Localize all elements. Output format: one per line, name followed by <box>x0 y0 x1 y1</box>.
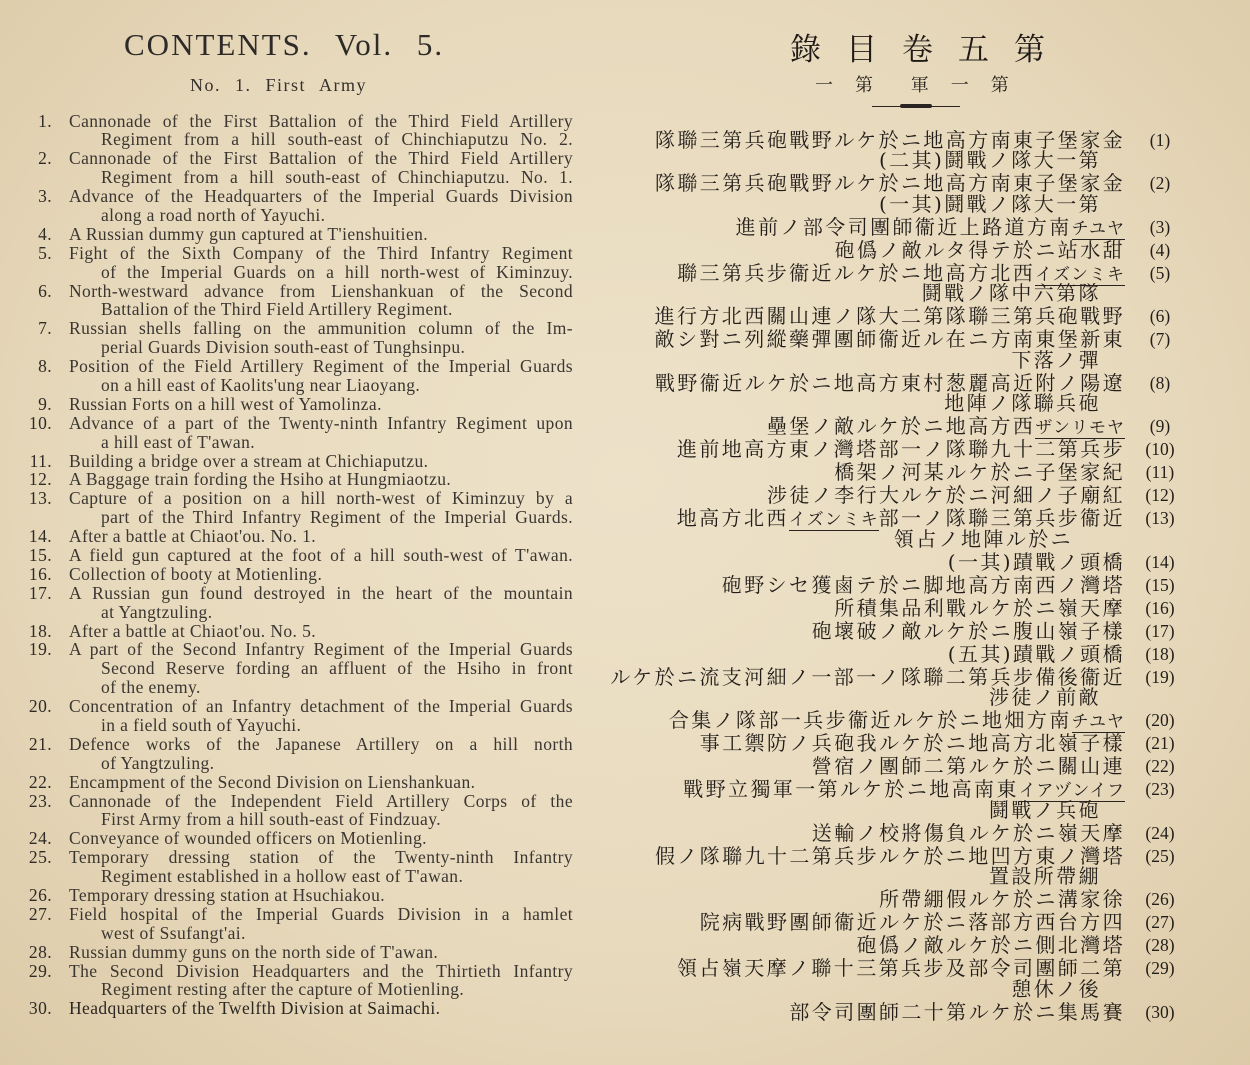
jp-entry-line <box>600 214 1125 239</box>
en-entry-text <box>69 527 573 546</box>
japanese-contents-list <box>600 127 1190 1025</box>
en-entry-line: A Russian gun found destroyed in the heart of the mountain <box>69 582 573 603</box>
en-entry-number: 1. <box>38 110 52 131</box>
en-entry-text <box>69 697 573 735</box>
en-entry <box>25 112 573 150</box>
en-entry-text <box>69 792 573 830</box>
en-entry-text <box>69 546 573 565</box>
jp-entry <box>600 572 1190 597</box>
japanese-subtitle: 一第 軍一第 <box>815 75 1031 96</box>
en-entry-line: Second Reserve fording an affluent of the Hsiho in front <box>101 658 573 679</box>
place-name: イズンミキ <box>1035 264 1125 285</box>
jp-entry-number: (22) <box>1145 756 1175 777</box>
jp-entry-number: (13) <box>1145 508 1175 529</box>
jp-entry <box>600 912 1190 933</box>
en-entry-line: Conveyance of wounded officers on Motienling. <box>69 828 427 849</box>
jp-entry-line: 隊聯三第兵砲戰野ルケ於ニ地高方南東子堡家金 <box>655 127 1125 152</box>
en-entry-line: Cannonade of the First Battalion of the Third Field Artillery <box>69 148 573 169</box>
en-entry <box>25 792 573 830</box>
jp-entry-text <box>600 173 1125 214</box>
en-entry-number: 10. <box>28 412 52 433</box>
jp-entry-number: (28) <box>1145 935 1175 956</box>
en-entry <box>25 999 573 1018</box>
jp-entry-text <box>600 935 1125 956</box>
en-entry-line: perial Guards Division south-east of Tunghsinpu. <box>101 337 466 358</box>
jp-entry-text <box>600 306 1125 327</box>
jp-entry <box>600 999 1190 1024</box>
english-contents-list <box>25 112 573 1019</box>
en-entry-line: Regiment from a hill south-east of Chinchiaputzu. No. 1. <box>101 167 573 188</box>
en-entry-text <box>69 640 573 697</box>
en-entry-number: 29. <box>28 960 52 981</box>
en-entry-text <box>69 735 573 773</box>
jp-entry-number: (14) <box>1145 551 1175 572</box>
en-entry <box>25 282 573 320</box>
en-entry-number: 14. <box>28 526 52 547</box>
en-entry-text <box>69 962 573 1000</box>
jp-entry-number: (12) <box>1145 485 1175 506</box>
jp-entry-number: (25) <box>1145 845 1175 866</box>
japanese-title: 錄目卷五第 <box>790 32 1070 68</box>
jp-entry-number: (11) <box>1145 462 1175 483</box>
jp-entry-text <box>600 912 1125 933</box>
jp-entry-text <box>600 641 1125 666</box>
text-segment: 壘堡ノ敵ルケ於ニ地高方西 <box>766 414 1036 439</box>
jp-entry-number: (17) <box>1145 620 1175 641</box>
jp-entry-text <box>600 485 1125 506</box>
jp-entry <box>600 595 1190 620</box>
en-entry-text <box>69 319 573 357</box>
en-entry-text <box>69 452 573 471</box>
jp-entry <box>600 843 1190 889</box>
en-entry-number: 23. <box>28 790 52 811</box>
jp-entry-number: (18) <box>1145 643 1175 664</box>
jp-entry <box>600 260 1190 306</box>
jp-entry-text <box>600 664 1125 710</box>
en-entry-line: Fight of the Sixth Company of the Third Infantry Regiment <box>69 242 573 263</box>
jp-entry-text <box>600 889 1125 910</box>
jp-entry-line: 橋架ノ河某ルケ於ニ子堡家紀 <box>834 460 1125 485</box>
jp-entry <box>600 237 1190 262</box>
en-entry-line: After a battle at Chiaot'ou. No. 1. <box>69 526 317 547</box>
en-entry-number: 15. <box>28 544 52 565</box>
en-entry <box>25 357 573 395</box>
en-entry-line: Concentration of an Infantry detachment of the Imperial Guards <box>69 696 573 717</box>
en-entry-text <box>69 905 573 943</box>
jp-entry-line: 置設所帶綳 <box>989 864 1101 889</box>
jp-entry <box>600 756 1190 777</box>
jp-entry-text <box>600 370 1125 416</box>
place-name: チユヤ <box>1071 218 1125 239</box>
jp-entry-text <box>600 462 1125 483</box>
jp-entry-line: 砲僞ノ敵ルタ得テ於ニ站水甜 <box>834 237 1125 262</box>
jp-entry-line: 敵シ對ニ列縱藥彈團師衞近ル在ニ方南東堡新東 <box>654 327 1125 352</box>
en-entry-text <box>69 622 573 641</box>
place-name: イアヅンイフ <box>1018 781 1125 802</box>
jp-entry-text <box>600 710 1125 731</box>
en-entry-line: Field hospital of the Imperial Guards Division in a hamlet <box>69 903 573 924</box>
en-entry-text <box>69 489 573 527</box>
jp-entry-line: 事工禦防ノ兵砲我ルケ於ニ地高方北嶺子樣 <box>699 731 1125 756</box>
jp-entry-number: (24) <box>1145 822 1175 843</box>
jp-entry-text <box>600 214 1125 239</box>
en-entry-line: First Army from a hill south-east of Findzuay. <box>101 809 442 830</box>
text-segment: 部一ノ隊聯三第兵步衞近 <box>878 506 1125 531</box>
en-entry-number: 20. <box>28 696 52 717</box>
en-entry <box>25 225 573 244</box>
jp-entry-line <box>600 508 1125 529</box>
en-entry <box>25 470 573 489</box>
en-entry <box>25 319 573 357</box>
en-entry <box>25 395 573 414</box>
en-entry-number: 26. <box>28 885 52 906</box>
en-entry-text <box>69 244 573 282</box>
jp-entry <box>600 439 1190 460</box>
jp-entry-number: (15) <box>1145 574 1175 595</box>
jp-entry-line: ルケ於ニ流支河細ノ一部一ノ隊聯二第兵步備後衞近 <box>610 664 1125 689</box>
en-entry-line: Temporary dressing station at Hsuchiakou. <box>69 885 386 906</box>
en-entry-line: at Yangtzuling. <box>101 601 213 622</box>
jp-entry <box>600 329 1190 370</box>
jp-entry-text <box>600 237 1125 262</box>
jp-entry <box>600 416 1190 437</box>
jp-entry-text <box>600 618 1125 643</box>
jp-entry-line: 進前地高方東ノ灣塔部一ノ隊聯九十二第兵步 <box>677 437 1125 462</box>
text-segment: 聯三第兵步衞近ルケ於ニ地高方北西 <box>677 260 1036 285</box>
en-entry-line: The Second Division Headquarters and the Thirtieth Infantry <box>69 960 573 981</box>
place-name: ザンリモヤ <box>1035 418 1125 439</box>
en-entry-line: Regiment resting after the capture of Motienling. <box>101 979 465 1000</box>
en-entry <box>25 149 573 187</box>
jp-entry-line <box>600 416 1125 437</box>
jp-entry-number: (21) <box>1145 733 1175 754</box>
jp-entry-line: 下落ノ彈 <box>1011 347 1101 372</box>
place-name: イズンミキ <box>788 510 879 531</box>
jp-entry-line: 砲壞破ノ敵ルケ於ニ腹山嶺子樣 <box>811 618 1125 643</box>
jp-entry <box>600 820 1190 845</box>
en-entry-number: 18. <box>28 620 52 641</box>
jp-entry-number: (20) <box>1145 710 1175 731</box>
en-entry-number: 13. <box>28 488 52 509</box>
jp-entry-text <box>600 843 1125 889</box>
en-entry-text <box>69 999 573 1018</box>
jp-entry-line: (五其)蹟戰ノ頭橋 <box>947 641 1125 666</box>
jp-entry-number: (30) <box>1145 1001 1175 1022</box>
en-entry-line: A Baggage train fording the Hsiho at Hungmiaotzu. <box>69 469 452 490</box>
en-entry-number: 28. <box>28 941 52 962</box>
jp-entry-line: 地陣ノ隊聯兵砲 <box>944 391 1101 416</box>
en-entry <box>25 527 573 546</box>
jp-entry-line: 鬪戰ノ兵砲 <box>989 797 1101 822</box>
en-entry-line: A Russian dummy gun captured at T'ienshuitien. <box>69 223 429 244</box>
jp-entry-line: 憩休ノ後 <box>1011 976 1101 1001</box>
en-entry-line: Cannonade of the Independent Field Artillery Corps of the <box>69 790 573 811</box>
en-entry <box>25 886 573 905</box>
en-entry-text <box>69 886 573 905</box>
en-entry-text <box>69 112 573 150</box>
jp-entry-number: (23) <box>1145 779 1175 800</box>
jp-entry-line: 領占ノ地陣ル於ニ <box>893 526 1073 551</box>
jp-entry-line: 部令司團師二十第ルケ於ニ集馬賽 <box>789 999 1125 1024</box>
jp-entry-line <box>600 779 1125 800</box>
en-entry-number: 25. <box>28 847 52 868</box>
en-entry <box>25 773 573 792</box>
en-entry-line: Headquarters of the Twelfth Division at Saimachi. <box>69 998 441 1019</box>
jp-entry-number: (6) <box>1149 306 1171 327</box>
en-entry <box>25 546 573 565</box>
en-entry-number: 30. <box>28 998 52 1019</box>
jp-entry-line: 涉徒ノ前敵 <box>989 685 1101 710</box>
english-title: CONTENTS. Vol. 5. <box>124 27 445 62</box>
jp-entry <box>600 127 1190 173</box>
jp-entry-line: (二其)鬪戰ノ隊大一第 <box>878 148 1101 173</box>
en-entry-line: Position of the Field Artillery Regiment of the Imperial Guards <box>69 356 573 377</box>
jp-entry-line: 隊聯三第兵砲戰野ルケ於ニ地高方南東子堡家金 <box>655 171 1125 196</box>
en-entry-number: 5. <box>38 242 52 263</box>
en-entry-line: Regiment from a hill south-east of Chinchiaputzu No. 2. <box>101 129 573 150</box>
en-entry <box>25 735 573 773</box>
en-entry-line: Russian shells falling on the ammunition column of the Im- <box>69 318 573 339</box>
jp-entry-number: (26) <box>1145 889 1175 910</box>
en-entry-number: 24. <box>28 828 52 849</box>
en-entry-line: Advance of a part of the Twenty-ninth Infantry Regiment upon <box>69 412 573 433</box>
en-entry <box>25 829 573 848</box>
en-entry-line: Regiment established in a hollow east of T'awan. <box>101 866 464 887</box>
en-entry-line: Capture of a position on a hill north-west of Kiminzuy by a <box>69 488 573 509</box>
jp-entry-line: 進行方北西關山連ノ隊大二第隊聯三第兵砲戰野 <box>654 304 1125 329</box>
en-entry-number: 21. <box>28 733 52 754</box>
jp-entry <box>600 370 1190 416</box>
en-entry-line: Encampment of the Second Division on Lienshankuan. <box>69 771 476 792</box>
jp-entry-line: 所帶綳假ルケ於ニ溝家徐 <box>879 887 1125 912</box>
jp-entry <box>600 889 1190 910</box>
jp-entry-number: (16) <box>1145 597 1175 618</box>
jp-entry-line: 涉徒ノ李行大ルケ於ニ河細ノ子廟紅 <box>767 483 1125 508</box>
jp-entry-text <box>600 733 1125 754</box>
en-entry-line: Defence works of the Japanese Artillery on a hill north <box>69 733 573 754</box>
jp-entry-line: (一其)鬪戰ノ隊大一第 <box>878 191 1101 216</box>
jp-entry-line <box>600 260 1125 285</box>
en-entry-line: Russian Forts on a hill west of Yamolinza. <box>69 393 382 414</box>
jp-entry-line: 送輸ノ校將傷負ルケ於ニ嶺天摩 <box>811 820 1125 845</box>
en-entry-number: 19. <box>28 639 52 660</box>
jp-entry-number: (27) <box>1145 912 1175 933</box>
text-segment: 戰野立獨軍一第ルケ於ニ地高南東 <box>683 777 1019 802</box>
en-entry <box>25 640 573 697</box>
jp-entry <box>600 935 1190 956</box>
en-entry-text <box>69 187 573 225</box>
en-entry <box>25 452 573 471</box>
en-entry-line: Temporary dressing station of the Twenty-ninth Infantry <box>69 847 573 868</box>
en-entry-text <box>69 282 573 320</box>
en-entry-line: of the Imperial Guards on a hill north-west of Kiminzuy. <box>101 261 573 282</box>
en-entry <box>25 187 573 225</box>
jp-entry <box>600 462 1190 483</box>
text-segment: 合集ノ隊部一兵步衞近ルケ於ニ地畑方南 <box>668 708 1072 733</box>
jp-entry-text <box>600 756 1125 777</box>
en-entry-number: 7. <box>38 318 52 339</box>
jp-entry-number: (29) <box>1145 958 1175 979</box>
jp-entry-number: (10) <box>1145 439 1175 460</box>
jp-entry <box>600 508 1190 549</box>
jp-entry-line: (一其)蹟戰ノ頭橋 <box>947 549 1125 574</box>
en-entry-number: 8. <box>38 356 52 377</box>
en-entry <box>25 584 573 622</box>
jp-entry <box>600 549 1190 574</box>
en-entry <box>25 565 573 584</box>
jp-entry-text <box>600 572 1125 597</box>
en-entry-number: 22. <box>28 771 52 792</box>
jp-entry-line: 鬪戰ノ隊中六第隊 <box>921 281 1101 306</box>
text-segment: 地高方北西 <box>676 506 789 531</box>
en-entry-line: Battalion of the Third Field Artillery Regiment. <box>101 299 453 320</box>
jp-entry-number: (9) <box>1149 416 1171 437</box>
jp-entry-text <box>600 549 1125 574</box>
en-entry-number: 9. <box>38 393 52 414</box>
en-entry-line: part of the Third Infantry Regiment of the Imperial Guards. <box>101 507 573 528</box>
jp-entry <box>600 733 1190 754</box>
en-entry-line: A part of the Second Infantry Regiment of the Imperial Guards <box>69 639 573 660</box>
en-entry <box>25 848 573 886</box>
jp-entry <box>600 173 1190 214</box>
en-entry-number: 2. <box>38 148 52 169</box>
en-entry-number: 4. <box>38 223 52 244</box>
en-entry-line: along a road north of Yayuchi. <box>101 204 326 225</box>
en-entry-text <box>69 470 573 489</box>
jp-entry-number: (2) <box>1149 173 1171 194</box>
en-entry <box>25 697 573 735</box>
en-entry <box>25 905 573 943</box>
jp-entry-text <box>600 820 1125 845</box>
jp-entry <box>600 618 1190 643</box>
jp-entry-number: (4) <box>1149 239 1171 260</box>
en-entry-text <box>69 565 573 584</box>
ornament-rule <box>872 102 960 110</box>
en-entry-number: 3. <box>38 186 52 207</box>
jp-entry-line: 砲僞ノ敵ルケ於ニ側北灣塔 <box>856 933 1125 958</box>
text-segment: 進前ノ部令司團師衞近上路道方南 <box>735 214 1072 239</box>
en-entry <box>25 244 573 282</box>
ornament-rule-center <box>900 104 932 108</box>
jp-entry-line: 營宿ノ團師二第ルケ於ニ關山連 <box>811 754 1125 779</box>
en-entry-number: 12. <box>28 469 52 490</box>
en-entry-text <box>69 848 573 886</box>
en-entry <box>25 414 573 452</box>
en-entry-line: Collection of booty at Motienling. <box>69 563 323 584</box>
en-entry-line: After a battle at Chiaot'ou. No. 5. <box>69 620 317 641</box>
en-entry-line: Advance of the Headquarters of the Imperial Guards Division <box>69 186 573 207</box>
jp-entry-text <box>600 999 1125 1024</box>
en-entry-line: Russian dummy guns on the north side of T'awan. <box>69 941 439 962</box>
jp-entry <box>600 779 1190 820</box>
jp-entry-line: 院病戰野團師衞近ルケ於ニ落部方西台方四 <box>699 910 1125 935</box>
en-entry-text <box>69 943 573 962</box>
en-entry-text <box>69 414 573 452</box>
en-entry-line: of Yangtzuling. <box>101 752 215 773</box>
en-entry-number: 17. <box>28 582 52 603</box>
en-entry-number: 6. <box>38 280 52 301</box>
jp-entry-line: 砲野シセ獲鹵テ於ニ脚地高方南西ノ灣塔 <box>721 572 1125 597</box>
en-entry <box>25 962 573 1000</box>
en-entry-line: A field gun captured at the foot of a hill south-west of T'awan. <box>69 544 573 565</box>
place-name: チユヤ <box>1071 712 1125 733</box>
jp-entry-number: (3) <box>1149 216 1171 237</box>
en-entry-number: 16. <box>28 563 52 584</box>
jp-entry-text <box>600 595 1125 620</box>
jp-entry <box>600 485 1190 506</box>
jp-entry-line: 戰野衞近ルケ於ニ地高方東村葱麗高近附ノ陽遼 <box>655 370 1125 395</box>
jp-entry-text <box>600 508 1125 549</box>
en-entry-text <box>69 773 573 792</box>
jp-entry <box>600 641 1190 666</box>
en-entry-line: Building a bridge over a stream at Chichiaputzu. <box>69 450 429 471</box>
en-entry-number: 27. <box>28 903 52 924</box>
jp-entry-text <box>600 779 1125 820</box>
jp-entry <box>600 710 1190 731</box>
jp-entry <box>600 306 1190 327</box>
en-entry-line: North-westward advance from Lienshankuan of the Second <box>69 280 573 301</box>
jp-entry-number: (7) <box>1149 329 1171 350</box>
jp-entry-line: 領占嶺天摩ノ聯十三第兵步及部令司團師二第 <box>677 956 1125 981</box>
jp-entry-line: 所積集品利戰ルケ於ニ嶺天摩 <box>834 595 1125 620</box>
en-entry-text <box>69 584 573 622</box>
en-entry-text <box>69 395 573 414</box>
jp-entry-number: (5) <box>1149 262 1171 283</box>
jp-entry-text <box>600 260 1125 306</box>
en-entry-number: 11. <box>29 450 52 471</box>
en-entry-text <box>69 225 573 244</box>
jp-entry <box>600 214 1190 239</box>
en-entry-line: Cannonade of the First Battalion of the Third Field Artillery <box>69 110 573 131</box>
en-entry-line: of the enemy. <box>101 677 201 698</box>
en-entry-line: a hill east of T'awan. <box>101 431 256 452</box>
jp-entry-text <box>600 439 1125 460</box>
en-entry <box>25 489 573 527</box>
jp-entry-text <box>600 329 1125 370</box>
jp-entry-line <box>600 710 1125 731</box>
jp-entry-text <box>600 958 1125 999</box>
jp-entry-text <box>600 416 1125 437</box>
en-entry <box>25 622 573 641</box>
en-entry-line: west of Ssufangt'ai. <box>101 922 246 943</box>
en-entry <box>25 943 573 962</box>
en-entry-text <box>69 357 573 395</box>
en-entry-text <box>69 829 573 848</box>
jp-entry-line: 假ノ隊聯九十二第兵步ルケ於ニ地凹方東ノ灣塔 <box>655 843 1125 868</box>
en-entry-line: in a field south of Yayuchi. <box>101 715 302 735</box>
jp-entry <box>600 664 1190 710</box>
jp-entry <box>600 958 1190 999</box>
jp-entry-number: (19) <box>1145 666 1175 687</box>
jp-entry-number: (8) <box>1149 372 1171 393</box>
jp-entry-text <box>600 127 1125 173</box>
en-entry-line: on a hill east of Kaolits'ung near Liaoyang. <box>101 374 421 395</box>
en-entry-text <box>69 149 573 187</box>
english-subtitle: No. 1. First Army <box>190 75 368 95</box>
jp-entry-number: (1) <box>1149 129 1171 150</box>
